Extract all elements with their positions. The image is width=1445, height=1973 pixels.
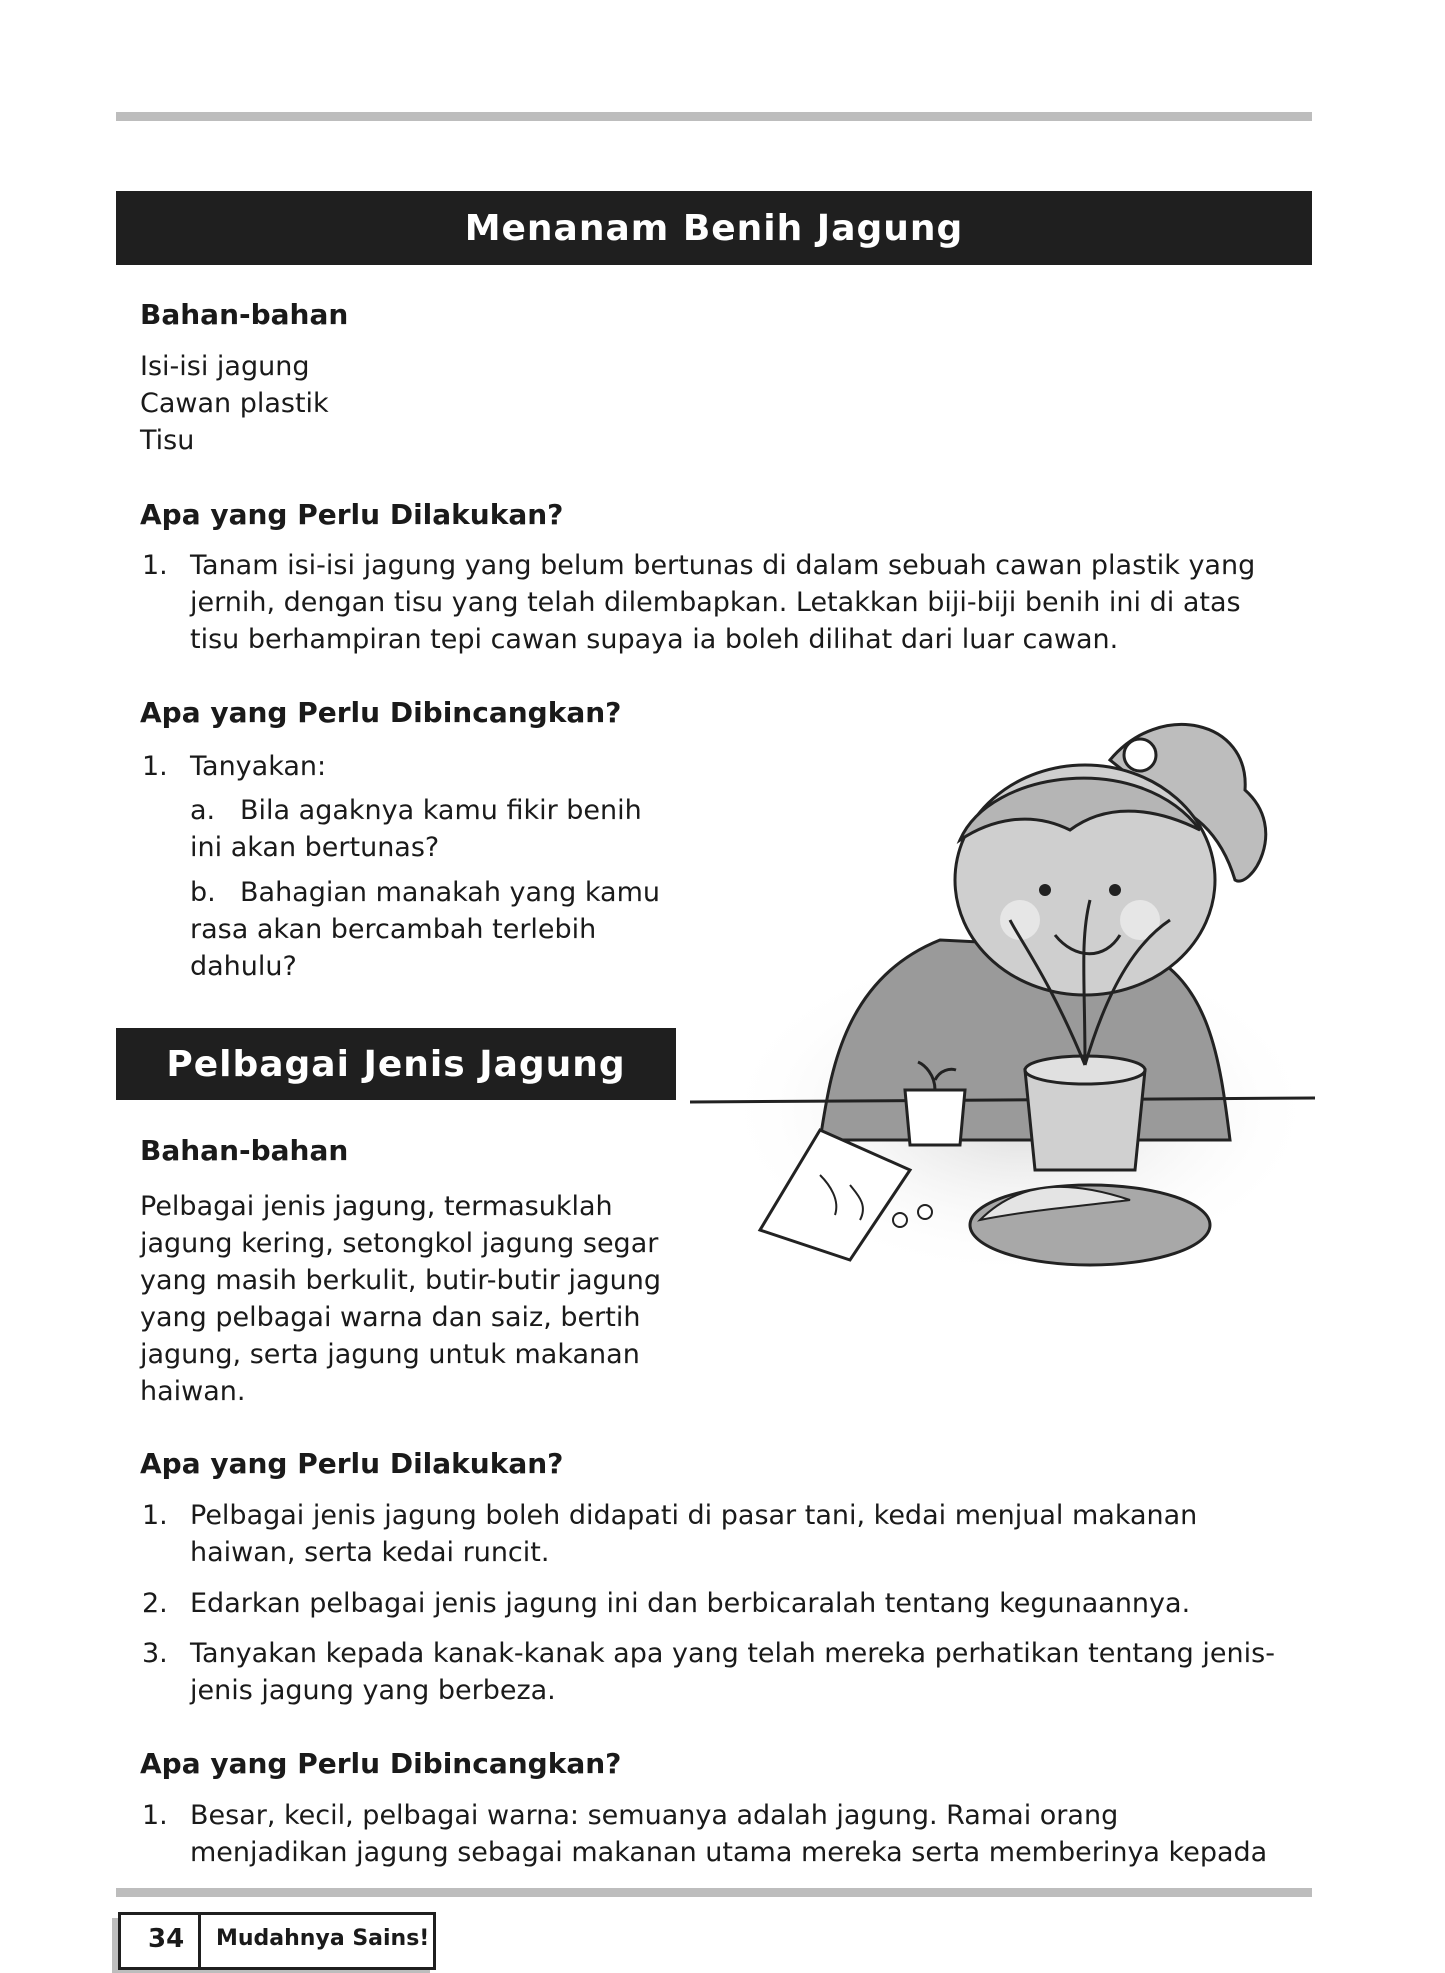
footer-separator	[198, 1912, 201, 1970]
list-number: 1.	[142, 1800, 168, 1831]
book-title: Mudahnya Sains!	[216, 1926, 430, 1951]
materials-line: haiwan.	[140, 1376, 246, 1407]
todo-heading: Apa yang Perlu Dilakukan?	[140, 498, 564, 531]
list-item-line: haiwan, serta kedai runcit.	[190, 1537, 550, 1568]
sub-item-line: rasa akan bercambah terlebih	[190, 914, 597, 945]
material-item: Cawan plastik	[140, 388, 329, 419]
todo-heading: Apa yang Perlu Dilakukan?	[140, 1447, 564, 1480]
sub-label: a.	[190, 795, 216, 826]
section-title: Pelbagai Jenis Jagung	[166, 1043, 626, 1085]
materials-heading: Bahan-bahan	[140, 1134, 349, 1167]
list-item-line: jernih, dengan tisu yang telah dilembapkan. Letakkan biji-biji benih ini di atas	[190, 587, 1241, 618]
materials-line: jagung, serta jagung untuk makanan	[140, 1339, 640, 1370]
material-item: Tisu	[140, 425, 195, 456]
materials-line: yang pelbagai warna dan saiz, bertih	[140, 1302, 641, 1333]
materials-line: Pelbagai jenis jagung, termasuklah	[140, 1191, 613, 1222]
section-title: Menanam Benih Jagung	[464, 207, 964, 249]
materials-line: jagung kering, setongkol jagung segar	[140, 1228, 659, 1259]
list-item-line: jenis jagung yang berbeza.	[190, 1675, 556, 1706]
list-item-line: Tanyakan kepada kanak-kanak apa yang telah mereka perhatikan tentang jenis-	[190, 1638, 1275, 1669]
discuss-heading: Apa yang Perlu Dibincangkan?	[140, 696, 622, 729]
sub-item-line: dahulu?	[190, 951, 297, 982]
girl-planting-illustration	[690, 680, 1315, 1300]
sub-item-line: Bahagian manakah yang kamu	[240, 877, 660, 908]
list-item-line: Tanyakan:	[190, 751, 327, 782]
list-number: 1.	[142, 550, 168, 581]
list-item-line: Besar, kecil, pelbagai warna: semuanya adalah jagung. Ramai orang	[190, 1800, 1119, 1831]
top-rule	[116, 112, 1312, 121]
page-number: 34	[148, 1924, 185, 1954]
discuss-heading: Apa yang Perlu Dibincangkan?	[140, 1747, 622, 1780]
list-item-line: Tanam isi-isi jagung yang belum bertunas di dalam sebuah cawan plastik yang	[190, 550, 1256, 581]
list-item-line: Pelbagai jenis jagung boleh didapati di pasar tani, kedai menjual makanan	[190, 1500, 1198, 1531]
section-title-bar	[116, 1028, 676, 1100]
sub-label: b.	[190, 877, 216, 908]
list-item-line: menjadikan jagung sebagai makanan utama mereka serta memberinya kepada	[190, 1837, 1268, 1868]
list-number: 1.	[142, 751, 168, 782]
list-item-line: Edarkan pelbagai jenis jagung ini dan berbicaralah tentang kegunaannya.	[190, 1588, 1191, 1619]
list-number: 1.	[142, 1500, 168, 1531]
list-number: 2.	[142, 1588, 168, 1619]
materials-heading: Bahan-bahan	[140, 298, 349, 331]
bottom-rule	[116, 1888, 1312, 1897]
materials-line: yang masih berkulit, butir-butir jagung	[140, 1265, 662, 1296]
section-title-bar	[116, 191, 1312, 265]
sub-item-line: ini akan bertunas?	[190, 832, 440, 863]
sub-item-line: Bila agaknya kamu fikir benih	[240, 795, 642, 826]
list-item-line: tisu berhampiran tepi cawan supaya ia boleh dilihat dari luar cawan.	[190, 624, 1119, 655]
material-item: Isi-isi jagung	[140, 351, 310, 382]
list-number: 3.	[142, 1638, 168, 1669]
